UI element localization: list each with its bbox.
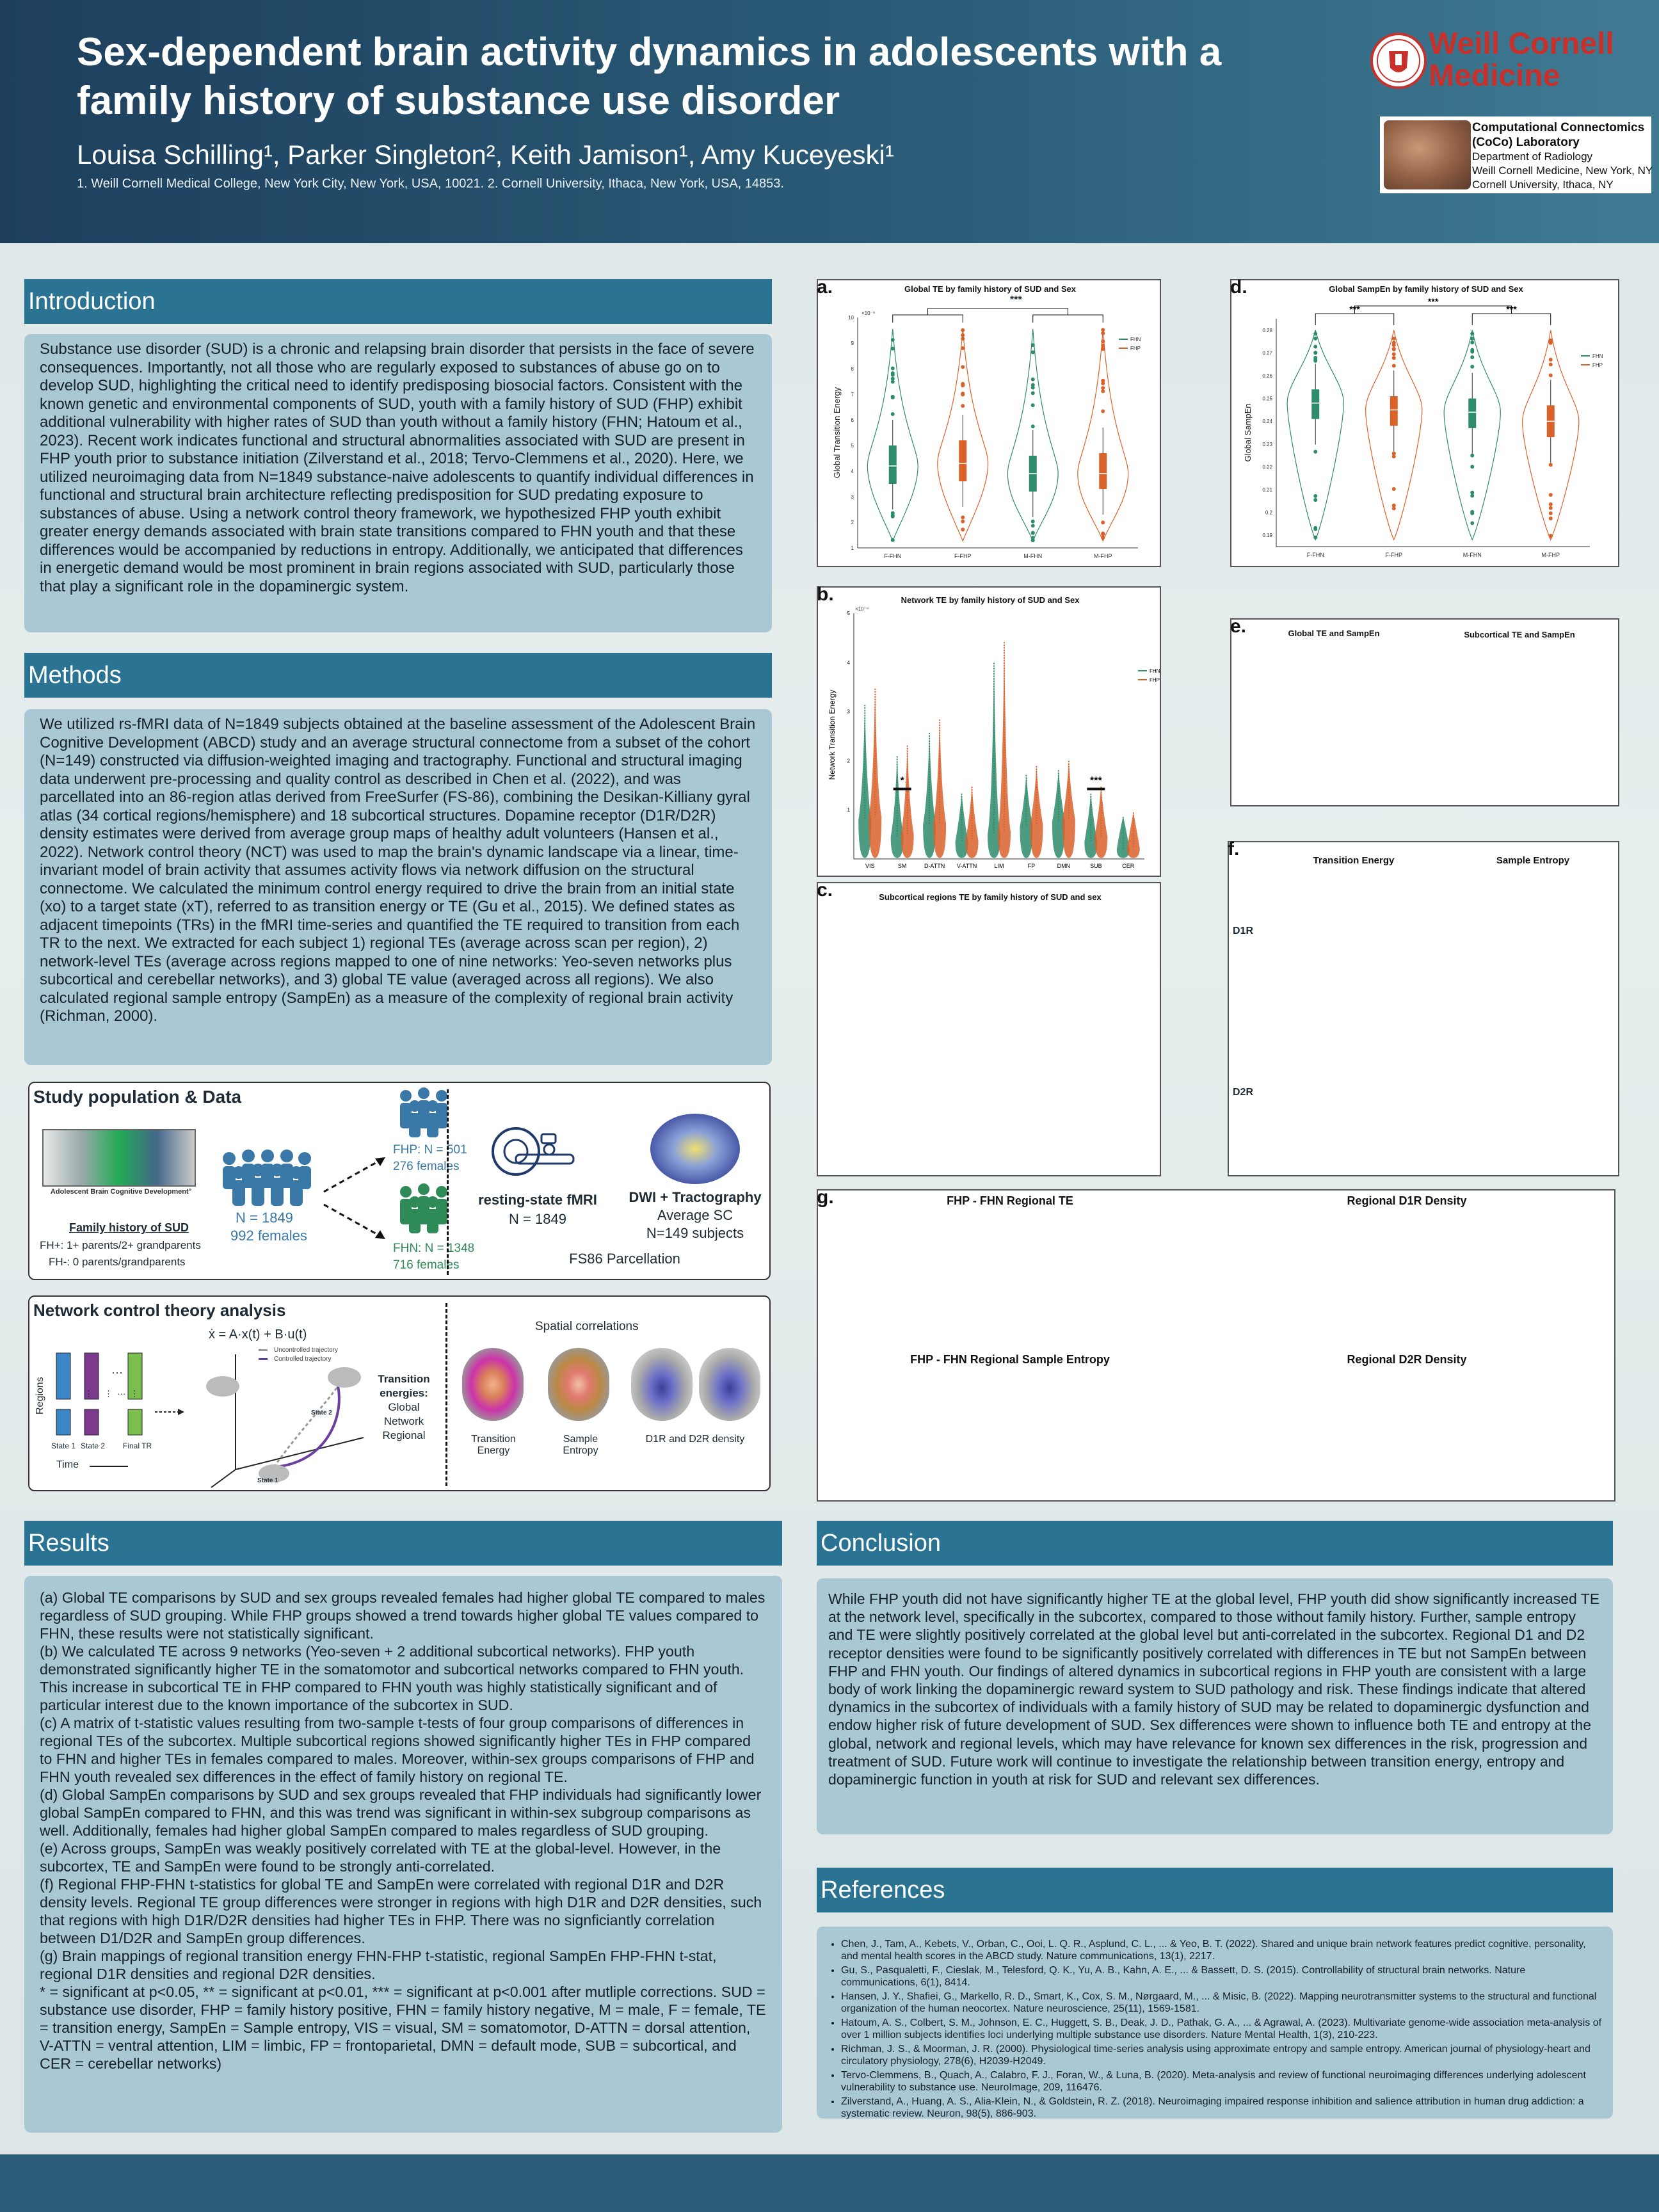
outlier-point [891,347,895,351]
fig-d-title: Global SampEn by family history of SUD and Sex [1329,284,1523,294]
outlier-point [961,365,965,369]
outlier-point [1031,524,1035,527]
fig-a-title: Global TE by family history of SUD and Sex [904,284,1076,294]
violin-SUB [1084,794,1097,858]
outlier-point [1101,386,1105,390]
outlier-point [961,404,965,408]
references-heading: References [817,1868,1613,1912]
figure-a [817,276,1161,567]
study-population-panel [28,1082,771,1280]
y-axis-label: Network Transition Energy [828,689,837,780]
outlier-point [1549,506,1553,510]
outlier-point [891,396,895,399]
methods-heading: Methods [24,653,772,698]
box-M-FHN [1468,399,1476,428]
x-tick-label: M-FHN [1023,553,1043,559]
wcm-logo-line1: Weill Cornell [1429,27,1614,61]
fig-f-row1: D1R [1233,926,1254,936]
outlier-point [1031,520,1035,524]
finaltr-label: Final TR [123,1441,152,1450]
legend-fhn: FHN [1592,353,1603,359]
box-F-FHP [959,440,966,481]
results-d: (d) Global SampEn comparisons by SUD and sex groups revealed that FHP individuals had significantly lower global SampEn compared to FHN, and this was trend was significant in within-sex subgroup comparisons as well. Additionally, females had higher global SampEn compared to males regardless of SUD grouping. [40,1786,762,1839]
outlier-point [1031,424,1035,428]
st-state2-label: State 2 [311,1409,332,1416]
outlier-point [1313,332,1317,336]
violin-DMN [1062,761,1075,858]
figure-g [817,1189,1615,1502]
x-tick-label: F-FHN [884,553,902,559]
legend-uncontrolled: Uncontrolled trajectory [274,1347,339,1354]
outlier-point [1031,536,1035,540]
y-tick-label: 5 [851,443,854,449]
sig-bar [1087,788,1105,790]
parcellation-label: FS86 Parcellation [569,1251,680,1267]
fig-c-title: Subcortical regions TE by family history of SUD and sex [879,892,1102,902]
fig-e-title1: Global TE and SampEn [1288,629,1380,638]
outlier-point [1101,520,1105,524]
outlier-point [1031,343,1035,347]
outlier-point [961,515,965,519]
total-females: 992 females [230,1228,307,1244]
y-tick-label: 3 [847,709,850,715]
results-heading: Results [24,1521,782,1566]
outlier-point [1101,328,1105,332]
box-F-FHN [889,445,897,484]
outlier-point [1392,347,1396,351]
figure-f [1228,838,1619,1176]
y-tick-label: 10 [848,315,854,321]
outlier-point [1313,337,1317,341]
x-tick-label: SM [897,863,907,869]
outlier-point [1313,450,1317,454]
x-tick-label: F-FHP [1385,552,1402,558]
nct-heading: Network control theory analysis [33,1301,286,1320]
legend-fhp: FHP [1130,346,1141,351]
outlier-point [961,382,965,386]
total-n: N = 1849 [236,1210,293,1226]
fhn-definition: FH-: 0 parents/grandparents [49,1256,186,1268]
map-density-label: D1R and D2R density [645,1434,745,1445]
x-tick-label: LIM [994,863,1004,869]
st-state1-label: State 1 [257,1477,278,1484]
results-c: (c) A matrix of t-statistic values resulting from two-sample t-tests of four group comparisons of differences in regional TEs of the subcortex. Multiple subcortical regions showed significantly higher TEs in FHP compared to FHN and higher TEs in females compared to males. Moreover, within-sex groups comparisons of FHP and FHN youth revealed sex differences in the effect of family history on regional TE. [40,1715,755,1785]
poster-title: Sex-dependent brain activity dynamics in adolescents with a family history of substance use disorder [77,30,1222,123]
spatial-corr-label: Spatial correlations [535,1320,639,1333]
outlier-point [1392,487,1396,491]
time-label: Time [56,1459,79,1470]
fhp-definition: FH+: 1+ parents/2+ grandparents [40,1239,201,1251]
map-sampen-label: Sample Entropy [563,1434,598,1456]
outlier-point [1549,362,1553,366]
d2r-brain-map [699,1348,760,1421]
y-scale-label: ×10⁻⁹ [862,310,876,316]
legend-fhn: FHN [1150,668,1160,674]
y-tick-label: 1 [847,807,850,813]
y-axis-label: Global Transition Energy [832,387,842,479]
state1-label: State 1 [51,1441,76,1450]
outlier-point [961,527,965,531]
outlier-point [1549,463,1553,467]
box-F-FHP [1390,396,1398,426]
y-tick-label: 0.19 [1262,533,1272,539]
outlier-point [1470,454,1474,458]
outlier-point [1101,379,1105,383]
wcm-seal-icon [1370,26,1427,96]
reference-item: • Chen, J., Tam, A., Kebets, V., Orban, C., Ooi, L. Q. R., Asplund, C. L., ... & Yeo, B. T. (2022). Shared and unique brain network features predict cognitive, personality, and mental health scores in the ABCD study. Nature communications, 13(1), 2217. [841,1938,1603,1962]
conclusion-box [817,1578,1613,1834]
methods-box [24,709,772,1065]
reference-list [827,1938,1603,2120]
fig-a-sig: *** [1010,294,1022,305]
fmri-n: N = 1849 [509,1211,566,1227]
x-tick-label: SUB [1090,863,1102,869]
reference-item: • Gu, S., Pasqualetti, F., Cieslak, M., Telesford, Q. K., Yu, A. B., Kahn, A. E., ... & Bassett, D. S. (2015). Controllability of structural brain networks. Nature communications, 6(1), 8414. [841,1964,1603,1989]
references-box [817,1927,1613,2119]
outlier-point [1031,383,1035,387]
y-tick-label: 0.28 [1262,327,1272,333]
y-tick-label: 8 [851,366,854,372]
x-tick-label: VIS [865,863,875,869]
lab-dept: Department of Radiology [1472,150,1593,163]
outlier-point [1392,506,1396,510]
outlier-point [1031,403,1035,407]
outlier-point [1549,534,1553,538]
figure-d [1230,276,1619,567]
fig-a-label: a. [817,276,833,298]
legend-fhp: FHP [1150,677,1160,683]
figure-e [1230,618,1619,806]
sig-label: *** [1349,304,1360,314]
te-global: Global [388,1401,420,1413]
outlier-point [1392,337,1396,341]
fhn-females: 716 females [393,1258,460,1272]
results-a: (a) Global TE comparisons by SUD and sex groups revealed females had higher global TE compared to males regardless of SUD grouping. While FHP groups showed a trend towards higher global TE values compared to FHN, these results were not statistically significant. [40,1589,765,1642]
outlier-point [961,346,965,350]
authors: Louisa Schilling¹, Parker Singleton², Keith Jamison¹, Amy Kuceyeski¹ [77,140,894,170]
outlier-point [1470,521,1474,525]
outlier-point [1549,340,1553,344]
x-tick-label: V-ATTN [956,863,977,869]
figure-b [817,586,1161,877]
y-tick-label: 0.23 [1262,441,1272,447]
y-tick-label: 6 [851,417,854,423]
y-tick-label: 0.26 [1262,373,1272,379]
nct-panel: Network control theory analysis ⋮ ⋮ ··· ⋮ ··· Regions State 1 State 2 Final TR Time ẋ = A·x(t) + B·u(t) Uncontrolled trajectory Controlled trajectory State 2 State 1 Transition energies: Global Network Regional Spatial correlations Transition Energy Sample Entropy D1R and D2R density [28,1295,771,1491]
fig-c-plot [818,883,1162,1178]
lab-title: Computational Connectomics (CoCo) Laboratory [1472,121,1645,149]
sig-bracket [1355,306,1512,314]
fh-title: Family history of SUD [69,1221,189,1234]
outlier-point [1313,494,1317,498]
results-e: (e) Across groups, SampEn was weakly positively correlated with TE at the global-level. However, in the subcortex, TE and SampEn were found to be strongly anti-correlated. [40,1840,721,1875]
fig-e-title2: Subcortical TE and SampEn [1464,630,1575,639]
fhp-population-icon [393,1087,454,1138]
x-tick-label: DMN [1057,863,1071,869]
outlier-point [1470,355,1474,359]
results-f: (f) Regional FHP-FHN t-statistics for global TE and SampEn were correlated with regional D1R and D2R density levels. Regional TE group differences were stronger in regions with high D1R and D2R densities, such that regions with high D1R/D2R densities had higher TEs in FHP. There was no signficiantly correlation between D1/D2R and SampEn group differences. [40,1876,762,1946]
outlier-point [891,538,895,542]
outlier-point [1549,493,1553,497]
fig-g-t2: Regional D1R Density [1347,1194,1467,1207]
intro-box [24,334,772,632]
outlier-point [1392,341,1396,345]
fig-g-label: g. [817,1187,834,1208]
fig-b-plot [818,588,1162,878]
x-tick-label: M-FHP [1094,553,1112,559]
y-tick-label: 2 [851,520,854,525]
results-g: (g) Brain mappings of regional transition energy FHN-FHP t-statistic, regional SampEn FHP-FHN t-stat, regional D1R densities and regional D2R densities. [40,1948,717,1982]
outlier-point [1392,452,1396,456]
outlier-point [1470,341,1474,344]
sig-bracket [1033,315,1103,323]
fig-e-label: e. [1230,616,1247,637]
fig-b-label: b. [817,584,834,605]
te-list [369,1372,439,1443]
fig-g-t1: FHP - FHN Regional TE [947,1194,1073,1207]
box-F-FHN [1311,389,1319,419]
fig-f-label: f. [1228,838,1240,860]
study-heading: Study population & Data [33,1087,242,1107]
outlier-point [961,337,965,341]
outlier-point [1101,531,1105,535]
reference-item: • Tervo-Clemmens, B., Quach, A., Calabro, F. J., Foran, W., & Luna, B. (2020). Meta-analysis and review of functional neuroimaging differences underlying adolescent vulnerability to substance use. NeuroImage, 209, 116476. [841,2069,1603,2094]
sampen-brain-map [548,1348,609,1421]
outlier-point [1470,465,1474,469]
sig-label: *** [1427,296,1439,307]
x-tick-label: FP [1027,863,1036,869]
intro-heading: Introduction [24,279,772,324]
y-tick-label: 0.22 [1262,464,1272,470]
y-scale-label: ×10⁻⁸ [855,606,869,612]
state2-label: State 2 [81,1441,106,1450]
map-te-label: Transition Energy [471,1434,516,1456]
sig-bracket [1472,314,1551,325]
box-M-FHP [1099,453,1107,489]
x-tick-label: D-ATTN [924,863,945,869]
sig-bar [894,788,911,790]
outlier-point [961,333,965,337]
outlier-point [1031,350,1035,354]
fmri-label: resting-state fMRI [478,1192,597,1208]
intro-text: Substance use disorder (SUD) is a chronic and relapsing brain disorder that persists in the face of severe consequences. Importantly, not all those who are regularly exposed to substances of abuse go on to develop SUD, highlighting the critical need to identify predisposing biosocial factors. Consistent with the known genetic and environmental components of SUD, youth with a family history of SUD (FHP) exhibit additional vulnerability with higher rates of SUD than youth without a family history (FHN; Hatoum et al., 2023). Recent work indicates functional and structural abnormalities associated with SUD are present in FHP youth prior to substance initiation (Zilverstand et al., 2018; Tervo-Clemmens et al., 2020). Here, we utilized neuroimaging data from N=1849 substance-naive adolescents to quantify individual differences in functional and structural brain architecture reflecting predisposition for SUD predating exposure to substances of abuse. Using a network control theory framework, we hypothesized FHP youth exhibit greater energy demands associated with brain state transitions compared to FHN youth and that these differences would be accompanied by reductions in entropy. Additionally, we anticipated that differences in energetic demand would be most prominent in brain regions associated with SUD, particularly those that play a significant role in the dopaminergic system. [40,341,755,595]
conclusion-heading: Conclusion [817,1521,1613,1566]
dwi-label: DWI + Tractography [629,1189,762,1205]
y-axis-label: Global SampEn [1243,403,1253,462]
te-brain-map [462,1348,524,1421]
outlier-point [1313,345,1317,349]
te-title: Transition energies: [378,1373,430,1399]
methods-text: We utilized rs-fMRI data of N=1849 subjects obtained at the baseline assessment of the Adolescent Brain Cognitive Development (ABCD) study and an average structural connectome from a subset of the cohort (N=149) constructed via diffusion-weighted imaging and tractography. Functional and structural imaging data underwent pre-processing and quality control as described in Chen et al. (2022), and was parcellated into an 86-region atlas derived from FreeSurfer (FS-86), combining the Desikan-Killiany gyral atlas (34 cortical regions/hemisphere) and 18 subcortical structures. Dopamine receptor (D1R/D2R) density estimates were derived from average group maps of healthy adult volunteers (Hansen et al., 2022). Network control theory (NCT) was used to map the brain's dynamic landscape via a linear, time-invariant model of brain activity that assumes activity flows via network diffusion on the structural connectome. We calculated the minimum control energy required to drive the brain from an initial state (xo) to a target state (xT), referred to as transition energy or TE (Gu et al., 2015). We defined states as adjacent timepoints (TRs) in the fMRI time-series and quantified the TE required to transition from each TR to the next. We extracted for each subject 1) regional TEs (average across scan per region), 2) network-level TEs (average across regions mapped to one of nine networks: Yeo-seven networks plus subcortical and cerebellar networks), and 3) global TE value (averaged across all regions). We also calculated regional sample entropy (SampEn) as a measure of the complexity of regional brain activity (Richman, 2000). [40,716,756,1025]
y-tick-label: 4 [847,659,850,666]
y-tick-label: 4 [851,469,854,474]
outlier-point [961,328,965,332]
outlier-point [1392,356,1396,360]
outlier-point [891,377,895,381]
outlier-point [1101,536,1105,540]
outlier-point [1101,339,1105,343]
fhp-females: 276 females [393,1160,460,1173]
dwi-sub: Average SC [657,1207,733,1223]
outlier-point [891,515,895,518]
split-arrows [317,1121,394,1275]
outlier-point [1549,358,1553,362]
reference-item: • Zilverstand, A., Huang, A. S., Alia-Klein, N., & Goldstein, R. Z. (2018). Neuroimaging impaired response inhibition and salience attribution in human drug addiction: a systematic review. Neuron, 98(5), 886-903. [841,2096,1603,2120]
divider [447,1089,449,1275]
outlier-point [1313,498,1317,502]
legend-controlled: Controlled trajectory [274,1356,332,1363]
outlier-point [1549,373,1553,377]
outlier-point [1031,378,1035,381]
x-tick-label: CER [1122,863,1135,869]
outlier-point [891,373,895,377]
fig-g-t4: Regional D2R Density [1347,1353,1467,1366]
outlier-point [891,338,895,342]
fig-g-t3: FHP - FHN Regional Sample Entropy [910,1353,1110,1366]
dwi-n: N=149 subjects [646,1225,744,1241]
population-icon [210,1144,319,1208]
legend-fhp: FHP [1592,362,1603,368]
affiliations: 1. Weill Cornell Medical College, New York City, New York, USA, 10021. 2. Cornell University, Ithaca, New York, USA, 14853. [77,177,784,191]
outlier-point [1313,527,1317,531]
x-tick-label: F-FHP [954,553,972,559]
lab-inst: Weill Cornell Medicine, New York, NY [1472,164,1653,177]
y-tick-label: 2 [847,758,850,764]
fig-b-title: Network TE by family history of SUD and Sex [901,595,1080,605]
y-tick-label: 3 [851,494,854,500]
lab-univ: Cornell University, Ithaca, NY [1472,179,1614,191]
outlier-point [1313,536,1317,540]
reference-item: • Hansen, J. Y., Shafiei, G., Markello, R. D., Smart, K., Cox, S. M., Nørgaard, M., ... & Misic, B. (2022). Mapping neurotransmitter systems to the structural and functional organization of the human neocortex. Nature neuroscience, 25(11), 1569-1581. [841,1991,1603,2015]
outlier-point [1470,349,1474,353]
outlier-point [1101,389,1105,393]
outlier-point [1313,358,1317,362]
fig-a-plot [818,280,1162,568]
divider [445,1303,447,1486]
sig-label: * [900,775,904,787]
fig-f-col1: Transition Energy [1313,855,1395,866]
fig-c-label: c. [817,879,833,901]
sig-bracket [1315,314,1394,325]
fig-f-col2: Sample Entropy [1496,855,1570,866]
time-arrow [90,1466,128,1467]
mri-scanner-icon [490,1116,580,1187]
outlier-point [1470,494,1474,498]
lab-info [1472,120,1659,192]
violin-CER [1127,812,1140,858]
fhn-population-icon [393,1183,454,1234]
outlier-point [891,412,895,416]
y-tick-label: 0.2 [1265,509,1272,516]
y-tick-label: 0.24 [1262,419,1272,425]
outlier-point [1031,531,1035,535]
regions-label: Regions [35,1377,45,1415]
state-space-diagram [197,1342,389,1490]
fig-f-plot [1229,842,1621,1178]
y-tick-label: 1 [851,545,854,551]
results-notes: * = significant at p<0.05, ** = significant at p<0.01, *** = significant at p<0.001 after mutliple corrections. SUD = substance use disorder, FHP = family history positive, FHN = family history negative, M = male, F = female, TE = transition energy, SampEn = Sample entropy, VIS = visual, SM = somatomotor, D-ATTN = dorsal attention, V-ATTN = ventral attention, LIM = limbic, FP = frontoparietal, DMN = default mode, SUB = subcortical, and CER = cerebellar networks) [40,1984,766,2072]
nct-equation: ẋ = A·x(t) + B·u(t) [209,1327,307,1342]
outlier-point [1549,511,1553,515]
outlier-point [1392,352,1396,356]
outlier-point [1101,344,1105,348]
outlier-point [1549,517,1553,520]
wcm-logo-line2: Medicine [1429,59,1560,93]
violin-SM [901,746,914,858]
x-tick-label: M-FHN [1463,552,1482,558]
sig-label: *** [1089,775,1102,787]
fig-d-plot [1231,280,1621,568]
outlier-point [1470,365,1474,369]
state-matrices [52,1348,200,1476]
sig-bracket [893,315,963,323]
outlier-point [961,520,965,524]
legend-fhn: FHN [1130,337,1141,342]
outlier-point [891,366,895,370]
y-tick-label: 0.21 [1262,487,1272,493]
abcd-logo-image [42,1129,196,1187]
outlier-point [1101,347,1105,351]
y-tick-label: 7 [851,392,854,397]
outlier-point [1313,351,1317,355]
results-box [24,1576,782,2133]
fhp-n: FHP: N = 501 [393,1143,467,1157]
poster-footer [0,2154,1659,2212]
reference-item: • Richman, J. S., & Moorman, J. R. (2000). Physiological time-series analysis using approximate entropy and sample entropy. American journal of physiology-heart and circulatory physiology, 278(6), H2039-H2049. [841,2043,1603,2067]
conclusion-text: While FHP youth did not have significantly higher TE at the global level, FHP youth did show significantly increased TE at the network level, specifically in the subcortex, compared to those without family history. Further, sample entropy and TE were slightly positively correlated at the global level but anti-correlated in the subcortex. Regional D1 and D2 receptor densities were found to be significantly positively correlated with differences in TE but not SampEn between FHP and FHN youth. Our findings of altered dynamics in subcortical regions in FHP youth are consistent with a large body of work linking the dopaminergic reward system to SUD pathology and risk. These findings indicate that altered dynamics in the subcortex of individuals with a family history of SUD may be related to dopaminergic dysfunction and endow higher risk of future development of SUD. Sex differences were shown to influence both TE and entropy at the global, network and regional levels, which may have relevance for known sex differences in the risk, progression and treatment of SUD. Future work will continue to investigate the relationship between transition energy, entropy and dopaminergic function in youth at risk for SUD and relevant sex differences. [828,1591,1600,1788]
fig-f-row2: D2R [1233,1087,1254,1098]
outlier-point [1101,410,1105,413]
tractography-brain-image [650,1114,740,1184]
y-tick-label: 9 [851,341,854,346]
outlier-point [1549,502,1553,506]
fig-d-label: d. [1230,276,1247,298]
te-network: Network [383,1415,424,1427]
x-tick-label: F-FHN [1306,552,1324,558]
figure-c [817,879,1161,1176]
sig-label: *** [1506,304,1517,314]
y-tick-label: 0.25 [1262,396,1272,402]
results-b: (b) We calculated TE across 9 networks (Yeo-seven + 2 additional subcortical networks). FHP youth demonstrated significantly higher TE in the somatomotor and subcortical networks compared to FHN youth. This increase in subcortical TE in FHP compared to FHN youth was highly statistically significant and of particular interest due to the known importance of the subcortex in SUD. [40,1643,744,1713]
outlier-point [1470,332,1474,335]
brain-tissue-image [1384,120,1471,189]
sig-bracket [928,309,1068,315]
abcd-label: Adolescent Brain Cognitive Development° [50,1188,192,1196]
te-regional: Regional [382,1429,426,1441]
y-tick-label: 5 [847,611,850,616]
outlier-point [961,392,965,396]
wcm-logo-text [1429,28,1614,92]
y-tick-label: 0.27 [1262,350,1272,357]
d1r-brain-map [631,1348,693,1421]
outlier-point [1392,364,1396,367]
outlier-point [1470,510,1474,514]
x-tick-label: M-FHP [1541,552,1560,558]
reference-item: • Hatoum, A. S., Colbert, S. M., Johnson, E. C., Huggett, S. B., Deak, J. D., Pathak, G. A., ... & Agrawal, A. (2023). Multivariate genome-wide association meta-analysis of over 1 million subjects identifies loci underlying multiple substance use disorders. Nature Mental Health, 1(3), 210-223. [841,2017,1603,2041]
fig-e-plot [1231,620,1621,808]
outlier-point [1101,332,1105,335]
outlier-point [1031,391,1035,395]
fhn-n: FHN: N = 1348 [393,1242,475,1255]
outlier-point [1470,337,1474,341]
